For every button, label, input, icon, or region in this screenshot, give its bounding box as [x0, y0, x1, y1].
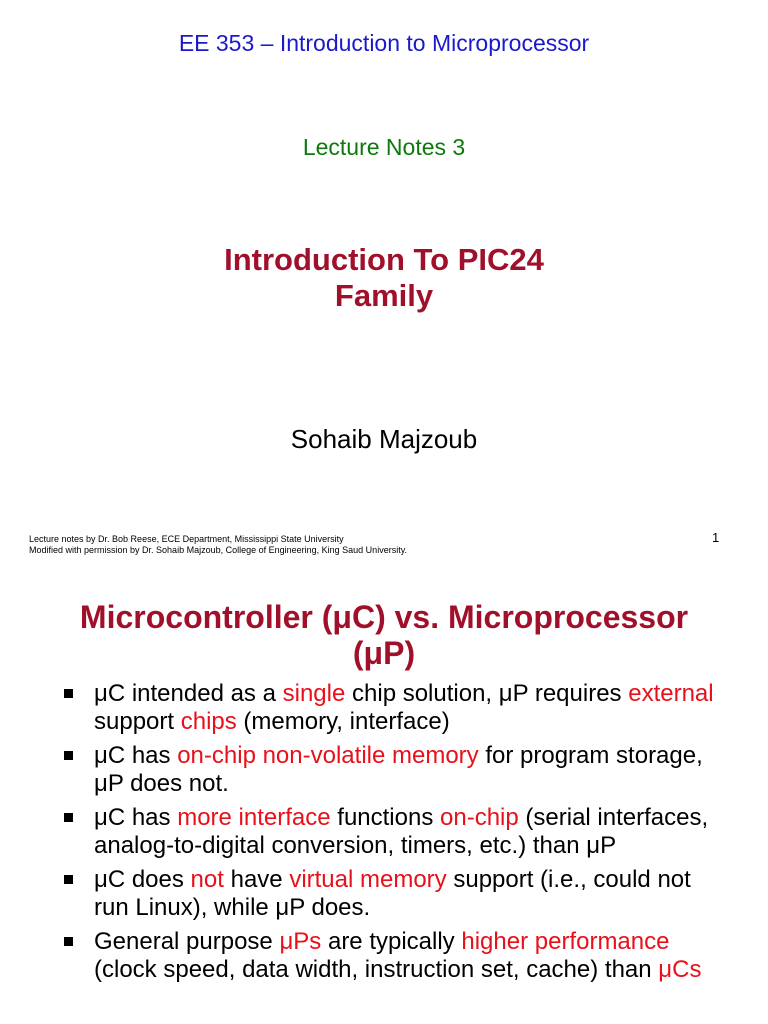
highlighted-text: not [190, 866, 224, 893]
slide-2-title-line-2: (μP) [352, 635, 416, 671]
bullet-item [62, 680, 732, 736]
bullet-text: (clock speed, data width, instruction set, cache) than [94, 956, 659, 983]
bullet-text: support [94, 708, 181, 735]
page-number: 1 [712, 530, 720, 545]
bullet-item [62, 804, 732, 860]
bullet-item [62, 928, 732, 984]
bullet-text: support (i.e., could not run Linux), while μP does. [94, 866, 691, 921]
bullet-item [62, 742, 732, 798]
square-bullet-icon [64, 813, 73, 822]
bullet-text: are typically [321, 928, 462, 955]
highlighted-text: higher performance [461, 928, 670, 955]
credits [29, 534, 407, 556]
square-bullet-icon [64, 689, 73, 698]
bullet-text: (serial interfaces, analog-to-digital conversion, timers, etc.) than μP [94, 804, 709, 859]
slide-2-title [30, 599, 738, 671]
credit-line-1: Lecture notes by Dr. Bob Reese, ECE Department, Mississippi State University [29, 534, 344, 544]
square-bullet-icon [64, 937, 73, 946]
bullet-text: have [223, 866, 290, 893]
highlighted-text: chips [180, 708, 237, 735]
highlighted-text: virtual memory [289, 866, 447, 893]
highlighted-text: μPs [279, 928, 322, 955]
slide-2-title-line-1: Microcontroller (μC) vs. Microprocessor [79, 599, 689, 635]
bullet-list [62, 680, 732, 990]
bullet-text: chip solution, μP requires [345, 680, 629, 707]
highlighted-text: more interface [177, 804, 331, 831]
bullet-text: functions [330, 804, 441, 831]
highlighted-text: on-chip [440, 804, 519, 831]
bullet-text: μC intended as a [94, 680, 283, 707]
square-bullet-icon [64, 875, 73, 884]
highlighted-text: external [628, 680, 714, 707]
bullet-text: μC has [94, 804, 178, 831]
square-bullet-icon [64, 751, 73, 760]
slide-1-title [0, 242, 768, 314]
bullet-text: (memory, interface) [236, 708, 450, 735]
slide-1-title-line-1: Introduction To PIC24 [224, 242, 544, 277]
course-title: EE 353 – Introduction to Microprocessor [178, 30, 590, 56]
highlighted-text: on-chip non-volatile memory [177, 742, 479, 769]
bullet-text: μC does [94, 866, 191, 893]
slide-2 [0, 575, 768, 1024]
bullet-text: for program storage, μP does not. [94, 742, 703, 797]
bullet-text: μC has [94, 742, 178, 769]
bullet-text: General purpose [94, 928, 280, 955]
slide-1-title-line-2: Family [334, 278, 434, 313]
author-name: Sohaib Majzoub [290, 424, 478, 454]
highlighted-text: single [282, 680, 346, 707]
highlighted-text: μCs [658, 956, 702, 983]
bullet-item [62, 866, 732, 922]
credit-line-2: Modified with permission by Dr. Sohaib Majzoub, College of Engineering, King Saud University. [29, 545, 408, 555]
lecture-label: Lecture Notes 3 [302, 134, 466, 160]
